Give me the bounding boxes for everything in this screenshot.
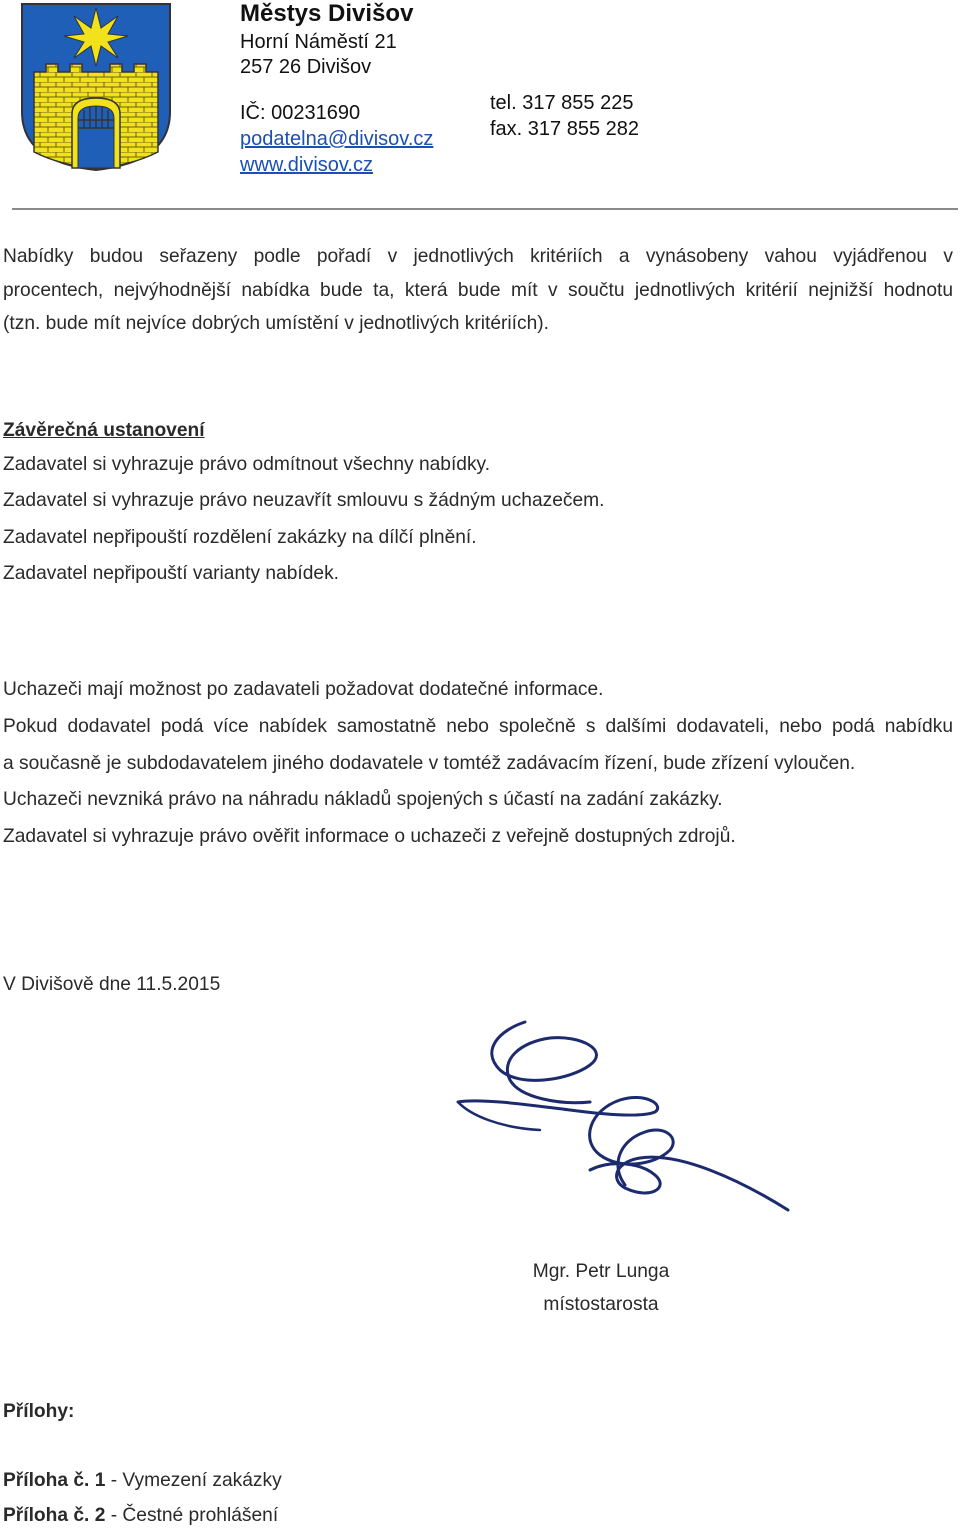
date-line: V Divišově dne 11.5.2015 (3, 974, 221, 995)
info-line-3: a současně je subdodavatelem jiného dodavatele v tomtéž zadávacím řízení, bude zřízení vyloučen. (3, 753, 856, 774)
attachment-text-1: - Vymezení zakázky (105, 1470, 282, 1491)
attachment-label-2: Příloha č. 2 (3, 1505, 106, 1526)
attachments-heading: Přílohy: (3, 1401, 75, 1422)
coat-of-arms-logo (20, 2, 172, 172)
website-link[interactable]: www.divisov.cz (240, 154, 373, 176)
attachment-label-1: Příloha č. 1 (3, 1470, 106, 1491)
closing-line-2: Zadavatel si vyhrazuje právo neuzavřít smlouvu s žádným uchazečem. (3, 490, 605, 511)
info-line-4: Uchazeči nevzniká právo na náhradu nákladů spojených s účastí na zadání zakázky. (3, 789, 723, 810)
info-line-5: Zadavatel si vyhrazuje právo ověřit informace o uchazeči z veřejně dostupných zdrojů. (3, 826, 736, 847)
attachment-item-1 (3, 1470, 282, 1492)
info-line-2: Pokud dodavatel podá více nabídek samostatně nebo společně s dalšími dodavateli, nebo podá nabídku (3, 716, 953, 737)
fax-number: fax. 317 855 282 (490, 118, 640, 140)
evaluation-line-2: procentech, nejvýhodnější nabídka bude ta, která bude mít v součtu jednotlivých kritérií nejnižší hodnotu (3, 280, 953, 301)
address-city: 257 26 Divišov (240, 56, 372, 78)
company-id: IČ: 00231690 (240, 102, 361, 124)
header-divider (12, 208, 958, 210)
email-link[interactable]: podatelna@divisov.cz (240, 128, 434, 150)
attachment-item-2 (3, 1505, 278, 1527)
closing-provisions-heading: Závěrečná ustanovení (3, 420, 205, 441)
closing-line-1: Zadavatel si vyhrazuje právo odmítnout všechny nabídky. (3, 454, 491, 475)
handwritten-signature (440, 1010, 810, 1230)
signatory-role: místostarosta (543, 1294, 659, 1315)
phone-number: tel. 317 855 225 (490, 92, 634, 114)
closing-line-3: Zadavatel nepřipouští rozdělení zakázky na dílčí plnění. (3, 527, 477, 548)
address-street: Horní Náměstí 21 (240, 31, 397, 53)
evaluation-line-1: Nabídky budou seřazeny podle pořadí v jednotlivých kritériích a vynásobeny vahou vyjádřenou v (3, 246, 953, 267)
signatory-name: Mgr. Petr Lunga (532, 1261, 670, 1282)
closing-line-4: Zadavatel nepřipouští varianty nabídek. (3, 563, 339, 584)
attachment-text-2: - Čestné prohlášení (105, 1505, 279, 1526)
municipality-name: Městys Divišov (240, 0, 414, 27)
info-line-1: Uchazeči mají možnost po zadavateli požadovat dodatečné informace. (3, 679, 604, 700)
evaluation-line-3: (tzn. bude mít nejvíce dobrých umístění v jednotlivých kritériích). (3, 313, 550, 334)
